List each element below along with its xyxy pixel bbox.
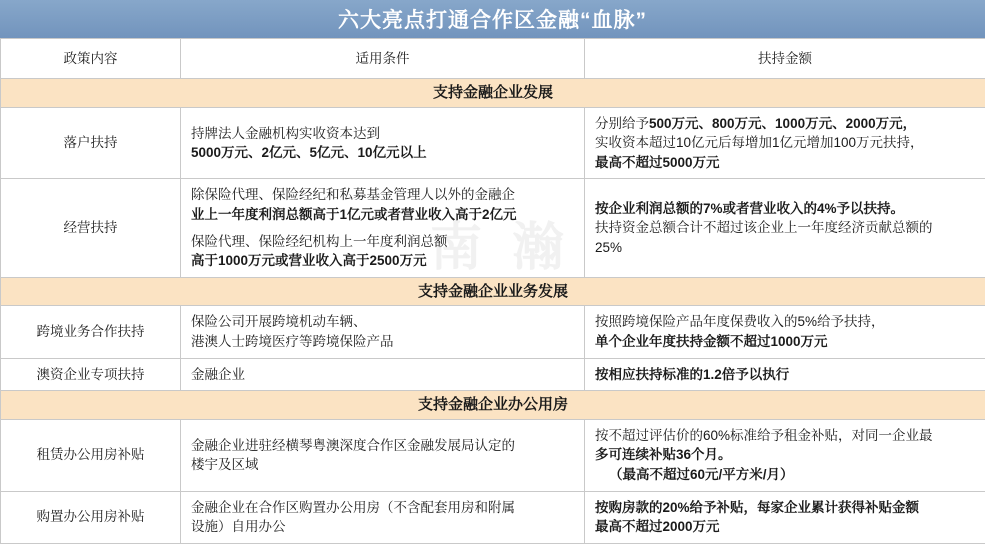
condition-line: 业上一年度利润总额高于1亿元或者营业收入高于2亿元	[191, 205, 574, 225]
section-header-row	[1, 277, 985, 306]
amount-line: 按相应扶持标准的1.2倍予以执行	[595, 365, 975, 385]
section-title-office-space: 支持金融企业办公用房	[1, 391, 985, 420]
condition-line: 金融企业在合作区购置办公用房（不含配套用房和附属	[191, 498, 574, 518]
watermark: 南 瀚	[430, 205, 570, 280]
condition-purchase-subsidy	[181, 491, 585, 543]
amount-line: 最高不超过5000万元	[595, 153, 975, 173]
spacer	[191, 225, 574, 232]
amount-line: 按企业利润总额的7%或者营业收入的4%予以扶持。	[595, 199, 975, 219]
condition-line: 持牌法人金融机构实收资本达到	[191, 124, 574, 144]
table-header-row	[1, 39, 985, 79]
condition-cross-border-support	[181, 306, 585, 358]
table-row	[1, 491, 985, 543]
condition-rental-subsidy	[181, 419, 585, 491]
amount-line: 按不超过评估价的60%标准给予租金补贴，对同一企业最	[595, 426, 975, 446]
amount-purchase-subsidy	[585, 491, 985, 543]
document-title-bar	[0, 0, 985, 38]
amount-operation-support	[585, 179, 985, 277]
section-header-row	[1, 391, 985, 420]
condition-line: 高于1000万元或营业收入高于2500万元	[191, 251, 574, 271]
column-header-conditions: 适用条件	[181, 39, 585, 79]
amount-line: （最高不超过60元/平方米/月）	[595, 465, 975, 485]
amount-settlement-support	[585, 107, 985, 179]
column-header-amount: 扶持金额	[585, 39, 985, 79]
table-header	[1, 39, 985, 79]
amount-text: 分别给予	[595, 116, 649, 131]
table-row	[1, 179, 985, 277]
amount-line: 扶持资金总额合计不超过该企业上一年度经济贡献总额的	[595, 218, 975, 238]
condition-line: 5000万元、2亿元、5亿元、10亿元以上	[191, 143, 574, 163]
condition-line: 金融企业	[191, 365, 574, 385]
amount-cross-border-support	[585, 306, 985, 358]
amount-line: 实收资本超过10亿元后每增加1亿元增加100万元扶持，	[595, 133, 975, 153]
amount-line: 多可连续补贴36个月。	[595, 445, 975, 465]
policy-name-settlement-support: 落户扶持	[1, 107, 181, 179]
amount-rental-subsidy	[585, 419, 985, 491]
policy-name-operation-support: 经营扶持	[1, 179, 181, 277]
page-title: 六大亮点打通合作区金融“血脉”	[338, 4, 647, 34]
policy-name-rental-subsidy: 租赁办公用房补贴	[1, 419, 181, 491]
condition-settlement-support	[181, 107, 585, 179]
amount-line: 单个企业年度扶持金额不超过1000万元	[595, 332, 975, 352]
section-header-row	[1, 79, 985, 108]
table-body	[1, 79, 985, 544]
amount-line: 按照跨境保险产品年度保费收入的5%给予扶持，	[595, 312, 975, 332]
condition-line: 设施）自用办公	[191, 517, 574, 537]
table-row	[1, 306, 985, 358]
condition-line: 保险公司开展跨境机动车辆、	[191, 312, 574, 332]
section-title-business-development: 支持金融企业业务发展	[1, 277, 985, 306]
amount-line: 按购房款的20%给予补贴，每家企业累计获得补贴金额	[595, 498, 975, 518]
condition-line: 保险代理、保险经纪机构上一年度利润总额	[191, 232, 574, 252]
amount-line: 最高不超过2000万元	[595, 517, 975, 537]
policy-name-purchase-subsidy: 购置办公用房补贴	[1, 491, 181, 543]
table-row	[1, 358, 985, 391]
section-title-enterprise-development: 支持金融企业发展	[1, 79, 985, 108]
amount-text-bold: 500万元、800万元、1000万元、2000万元，	[649, 116, 916, 131]
amount-line	[595, 114, 975, 134]
condition-line: 港澳人士跨境医疗等跨境保险产品	[191, 332, 574, 352]
condition-operation-support	[181, 179, 585, 277]
table-row	[1, 107, 985, 179]
table-row	[1, 419, 985, 491]
condition-macao-special-support	[181, 358, 585, 391]
policy-name-macao-special-support: 澳资企业专项扶持	[1, 358, 181, 391]
column-header-policy: 政策内容	[1, 39, 181, 79]
condition-line: 除保险代理、保险经纪和私募基金管理人以外的金融企	[191, 185, 574, 205]
condition-line: 楼宇及区域	[191, 455, 574, 475]
condition-line: 金融企业进驻经横琴粤澳深度合作区金融发展局认定的	[191, 436, 574, 456]
policy-table	[0, 38, 985, 544]
amount-line: 25%	[595, 238, 975, 258]
amount-macao-special-support	[585, 358, 985, 391]
policy-name-cross-border-support: 跨境业务合作扶持	[1, 306, 181, 358]
